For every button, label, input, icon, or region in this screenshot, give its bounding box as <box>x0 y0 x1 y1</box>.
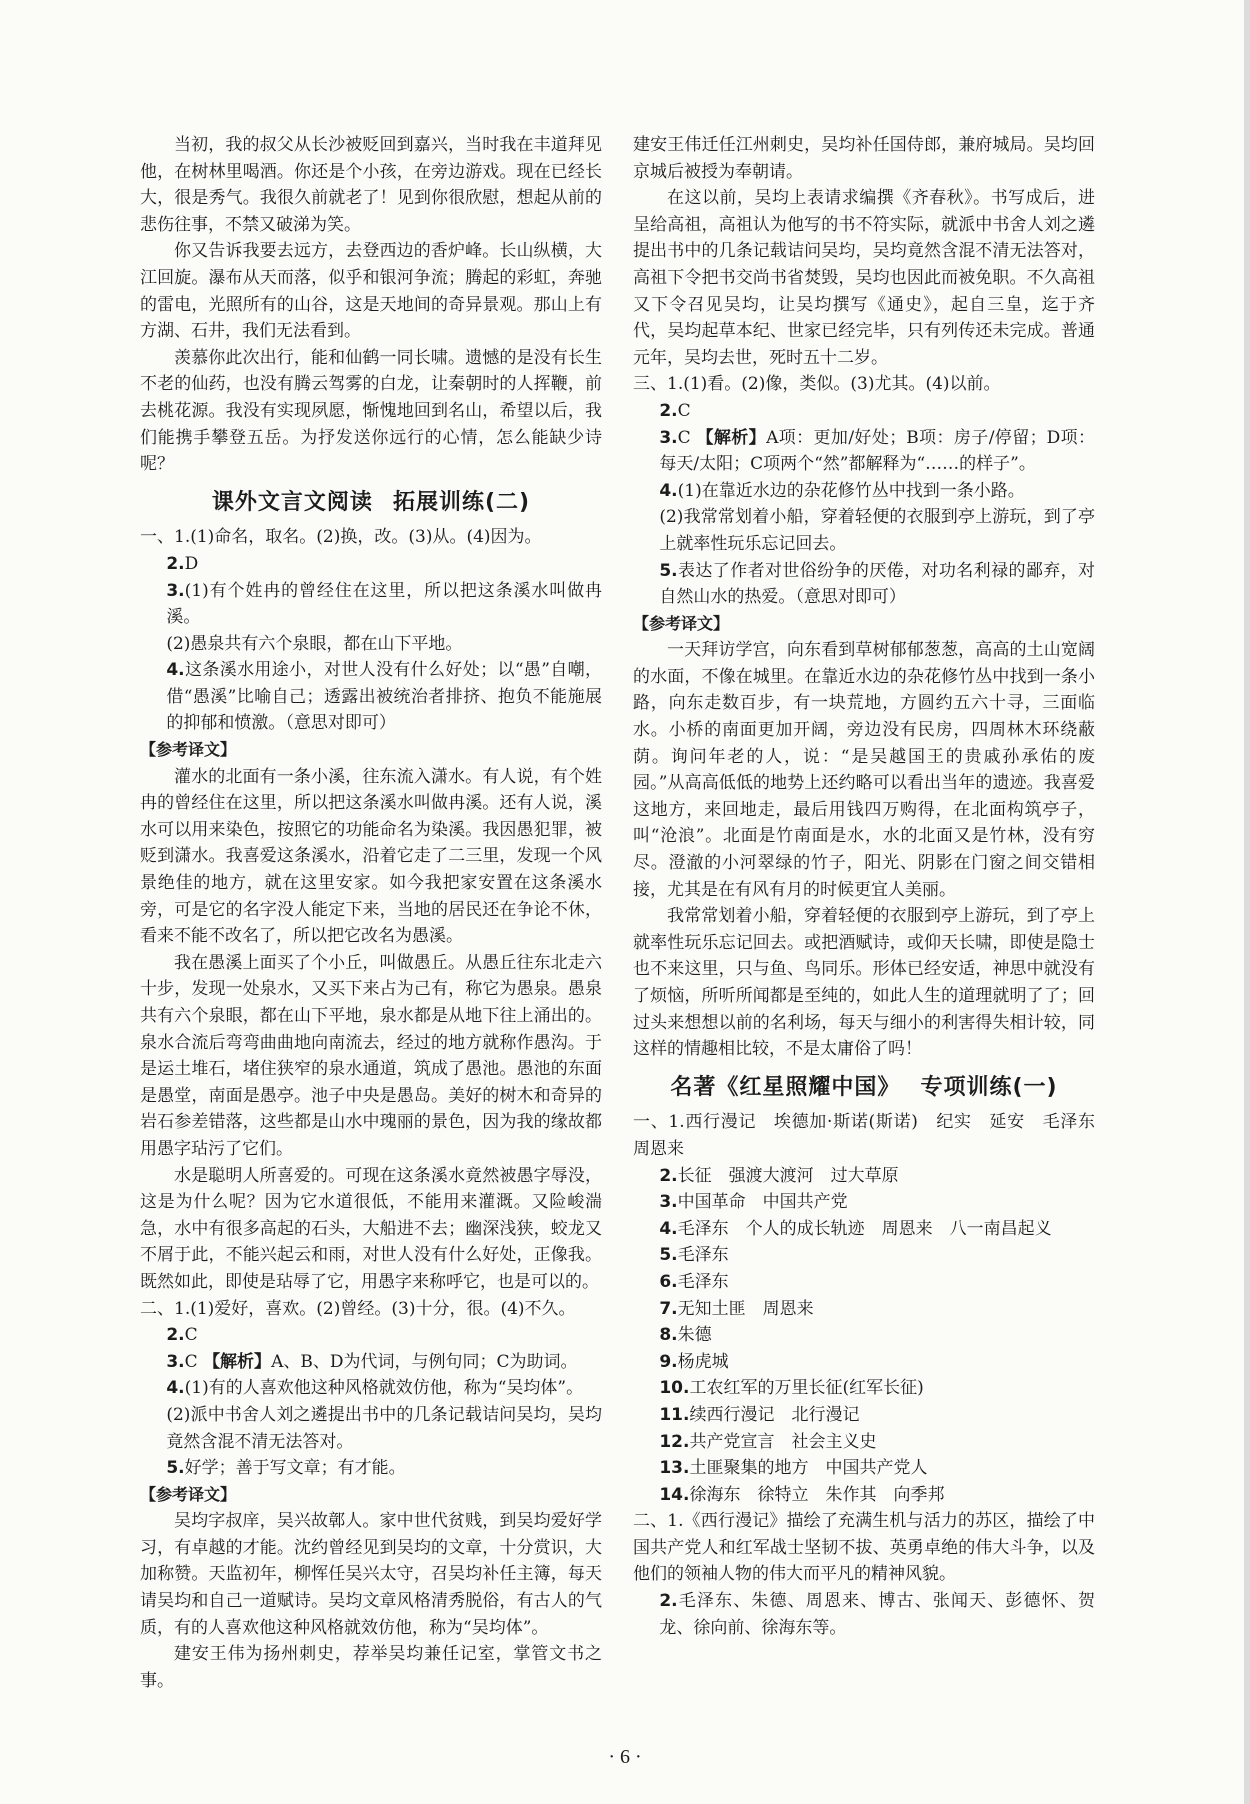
reference-translation-heading: 【参考译文】 <box>633 613 730 633</box>
answer-text: C <box>677 427 691 448</box>
answer-number: 5. <box>659 560 678 581</box>
answer-line <box>633 1375 1095 1402</box>
answer-text: C <box>677 400 691 421</box>
answer-number: 10. <box>659 1378 690 1399</box>
answer-number: 4. <box>659 1218 678 1239</box>
answer-line: 三、1.(1)看。(2)像，类似。(3)尤其。(4)以前。 <box>633 374 1001 395</box>
answer-line <box>633 1588 1095 1641</box>
section-heading-title: 课外文言文阅读 <box>211 489 373 515</box>
answer-number: 6. <box>659 1271 678 1292</box>
answer-line: 二、1.(1)爱好，喜欢。(2)曾经。(3)十分，很。(4)不久。 <box>140 1298 576 1319</box>
answer-text: 无知土匪 周恩来 <box>677 1298 814 1319</box>
answer-number: 3. <box>659 427 678 448</box>
answer-line <box>633 1296 1095 1323</box>
translation-paragraph: 一天拜访学宫，向东看到草树郁郁葱葱，高高的土山宽阔的水面，不像在城里。在靠近水边的杂花修竹丛中找到一条小路，向东走数百步，有一块荒地，方圆约五六十寻，三面临水。小桥的南面更加开阔，旁边没有民房，四周林木环绕蔽荫。询问年老的人，说：“是吴越国王的贵戚孙承佑的废园。”从高高低低的地势上还约略可以看出当年的遗迹。我喜爱这地方，来回地走，最后用钱四万购得，在北面构筑亭子，叫“沧浪”。北面是竹南面是水，水的北面又是竹林，没有穷尽。澄澈的小河翠绿的竹子，阳光、阴影在门窗之间交错相接，尤其是在有风有月的时候更宜人美丽。 <box>633 640 1095 900</box>
answer-text: 朱德 <box>677 1325 712 1346</box>
answer-text: 毛泽东 个人的成长轨迹 周恩来 八一南昌起义 <box>677 1218 1052 1239</box>
answer-number: 5. <box>166 1458 185 1479</box>
answer-text: 毛泽东 <box>677 1245 729 1266</box>
answer-line <box>140 1455 602 1482</box>
answer-text: (1)有个姓冉的曾经住在这里，所以把这条溪水叫做冉溪。 <box>166 580 602 628</box>
answer-line <box>633 425 1095 478</box>
answer-number: 2. <box>659 400 678 421</box>
translation-paragraph: 灌水的北面有一条小溪，往东流入潇水。有人说，有个姓冉的曾经住在这里，所以把这条溪水叫做冉溪。还有人说，溪水可以用来染色，按照它的功能命名为染溪。我因愚犯罪，被贬到潇水。我喜爱这条溪水，沿着它走了二三里，发现一个风景绝佳的地方，就在这里安家。如今我把家安置在这条溪水旁，可是它的名字没人能定下来，当地的居民还在争论不休，看来不能不改名了，所以把它改名为愚溪。 <box>140 766 602 947</box>
answer-text: 徐海东 徐特立 朱作其 向季邦 <box>689 1484 945 1505</box>
translation-paragraph: 我常常划着小船，穿着轻便的衣服到亭上游玩，到了亭上就率性玩乐忘记回去。或把酒赋诗，或仰天长啸，即使是隐士也不来这里，只与鱼、鸟同乐。形体已经安适，神思中就没有了烦恼，所听所闻都是至纯的，如此人生的道理就明了了；回过头来想想以前的名利场，每天与细小的利害得失相计较，同这样的情趣相比较，不是太庸俗了吗！ <box>633 906 1095 1060</box>
answer-text: 中国革命 中国共产党 <box>677 1192 848 1213</box>
answer-line <box>633 1429 1095 1456</box>
answer-number: 2. <box>166 553 185 574</box>
answer-line <box>633 1189 1095 1216</box>
section-heading-title: 名著《红星照耀中国》 <box>670 1074 901 1100</box>
answer-line <box>633 1163 1095 1190</box>
answer-number: 3. <box>166 580 185 601</box>
answer-text: 毛泽东、朱德、周恩来、博古、张闻天、彭德怀、贺龙、徐向前、徐海东等。 <box>659 1591 1095 1638</box>
answer-line <box>140 657 602 737</box>
answer-line <box>140 1349 602 1376</box>
translation-paragraph: 水是聪明人所喜爱的。可现在这条溪水竟然被愚字辱没，这是为什么呢？因为它水道很低，不能用来灌溉。又险峻湍急，水中有很多高起的石头，大船进不去；幽深浅狭，蛟龙又不屑于此，不能兴起云和雨，对世人没有什么好处，正像我。既然如此，即使是玷辱了它，用愚字来称呼它，也是可以的。 <box>140 1165 602 1292</box>
answer-text: A项：更加/好处；B项：房子/停留；D项：每天/太阳；C项两个“然”都解释为“……的样子”。 <box>659 427 1096 475</box>
answer-line <box>633 1322 1095 1349</box>
answer-line <box>140 551 602 578</box>
translation-paragraph: 羡慕你此次出行，能和仙鹤一同长啸。遗憾的是没有长生不老的仙药，也没有腾云驾雾的白龙，让秦朝时的人挥鞭，前去桃花源。我没有实现夙愿，惭愧地回到名山，希望以后，我们能携手攀登五岳。为抒发送你远行的心情，怎么能缺少诗呢？ <box>140 347 602 475</box>
answer-number: 13. <box>659 1458 690 1479</box>
answer-text: 共产党宣言 社会主义史 <box>689 1431 877 1452</box>
answer-line <box>633 1455 1095 1482</box>
answer-text: 续西行漫记 北行漫记 <box>689 1404 860 1425</box>
translation-paragraph: 建安王伟为扬州刺史，荐举吴均兼任记室，掌管文书之事。 <box>140 1644 602 1691</box>
answer-line: 一、1.西行漫记 埃德加·斯诺(斯诺) 纪实 延安 毛泽东 周恩来 <box>633 1112 1112 1159</box>
answer-line <box>633 1482 1095 1509</box>
left-column <box>140 132 602 1694</box>
translation-paragraph: 你又告诉我要去远方，去登西边的香炉峰。长山纵横，大江回旋。瀑布从天而落，似乎和银河争流；腾起的彩虹，奔驰的雷电，光照所有的山谷，这是天地间的奇异景观。那山上有方湖、石井，我们无法看到。 <box>140 241 602 342</box>
answer-text: 毛泽东 <box>677 1271 729 1292</box>
answer-number: 5. <box>659 1245 678 1266</box>
answer-number: 14. <box>659 1484 690 1505</box>
answer-number: 3. <box>659 1192 678 1213</box>
answer-number: 2. <box>659 1591 678 1612</box>
answer-text: A、B、D为代词，与例句同；C为助词。 <box>271 1351 578 1372</box>
answer-number: 4. <box>166 660 185 681</box>
answer-line: (2)我常常划着小船，穿着轻便的衣服到亭上游玩，到了亭上就率性玩乐忘记回去。 <box>659 507 1095 554</box>
analysis-tag: 【解析】 <box>203 1351 272 1372</box>
answer-line <box>140 578 602 631</box>
answer-line: (2)派中书舍人刘之遴提出书中的几条记载诘问吴均，吴均竟然含混不清无法答对。 <box>166 1404 602 1452</box>
answer-line <box>633 1349 1095 1376</box>
answer-number: 9. <box>659 1351 678 1372</box>
answer-line <box>633 1242 1095 1269</box>
answer-line: 一、1.(1)命名，取名。(2)换，改。(3)从。(4)因为。 <box>140 527 542 548</box>
answer-line: 二、1.《西行漫记》描绘了充满生机与活力的苏区，描绘了中国共产党人和红军战士坚韧不拔、英勇卓绝的伟大斗争，以及他们的领袖人物的伟大而平凡的精神风貌。 <box>633 1511 1095 1585</box>
answer-line <box>633 1216 1095 1243</box>
answer-line <box>633 558 1095 611</box>
answer-line <box>633 1269 1095 1296</box>
answer-text: 长征 强渡大渡河 过大草原 <box>677 1165 899 1186</box>
answer-number: 7. <box>659 1298 678 1319</box>
answer-line: (2)愚泉共有六个泉眼，都在山下平地。 <box>166 633 463 654</box>
translation-paragraph: 当初，我的叔父从长沙被贬回到嘉兴，当时我在丰道拜见他，在树林里喝酒。你还是个小孩，在旁边游戏。现在已经长大，很是秀气。我很久前就老了！见到你很欣慰，想起从前的悲伤往事，不禁又破涕为笑。 <box>140 135 602 235</box>
section-heading-subtitle: 拓展训练(二) <box>392 489 531 515</box>
answer-text: (1)有的人喜欢他这种风格就效仿他，称为“吴均体”。 <box>184 1378 584 1399</box>
answer-text: 杨虎城 <box>677 1351 729 1372</box>
translation-paragraph: 建安王伟迁任江州刺史，吴均补任国侍郎，兼府城局。吴均回京城后被授为奉朝请。 <box>633 135 1095 182</box>
answer-number: 2. <box>659 1165 678 1186</box>
translation-paragraph: 吴均字叔庠，吴兴故鄣人。家中世代贫贱，到吴均爱好学习，有卓越的才能。沈约曾经见到吴均的文章，十分赏识，大加称赞。天监初年，柳恽任吴兴太守，召吴均补任主簿，每天请吴均和自己一道赋诗。吴均文章风格清秀脱俗，有古人的气质，有的人喜欢他这种风格就效仿他，称为“吴均体”。 <box>140 1511 602 1638</box>
answer-text: 这条溪水用途小，对世人没有什么好处；以“愚”自嘲，借“愚溪”比喻自己；透露出被统治者排挤、抱负不能施展的抑郁和愤激。（意思对即可） <box>166 660 602 734</box>
section-heading <box>140 490 602 517</box>
answer-number: 2. <box>166 1325 185 1346</box>
answer-number: 11. <box>659 1404 690 1425</box>
answer-number: 3. <box>166 1351 185 1372</box>
reference-translation-heading: 【参考译文】 <box>140 740 237 760</box>
right-column <box>633 132 1112 1641</box>
answer-text: 工农红军的万里长征(红军长征) <box>689 1378 924 1399</box>
answer-line <box>633 1402 1095 1429</box>
answer-text: 表达了作者对世俗纷争的厌倦，对功名利禄的鄙弃，对自然山水的热爱。（意思对即可） <box>659 560 1095 608</box>
answer-number: 8. <box>659 1325 678 1346</box>
section-heading-subtitle: 专项训练(一) <box>920 1074 1058 1100</box>
section-heading <box>633 1075 1095 1102</box>
answer-text: (1)在靠近水边的杂花修竹丛中找到一条小路。 <box>677 480 1025 501</box>
answer-text: C <box>184 1325 198 1346</box>
answer-text: C <box>184 1351 198 1372</box>
answer-text: D <box>184 553 199 574</box>
translation-paragraph: 我在愚溪上面买了个小丘，叫做愚丘。从愚丘往东北走六十步，发现一处泉水，又买下来占为己有，称它为愚泉。愚泉共有六个泉眼，都在山下平地，泉水都是从地下往上涌出的。泉水合流后弯弯曲曲地向南流去，经过的地方就称作愚沟。于是运土堆石，堵住狭窄的泉水通道，筑成了愚池。愚池的东面是愚堂，南面是愚亭。池子中央是愚岛。美好的树木和奇异的岩石参差错落，这些都是山水中瑰丽的景色，因为我的缘故都用愚字玷污了它们。 <box>140 952 602 1159</box>
answer-number: 4. <box>659 480 678 501</box>
answer-line <box>633 398 1095 425</box>
answer-number: 4. <box>166 1378 185 1399</box>
page-edge-divider <box>1244 0 1250 1804</box>
reference-translation-heading: 【参考译文】 <box>140 1484 237 1504</box>
answer-line <box>140 1375 602 1402</box>
answer-text: 好学；善于写文章；有才能。 <box>184 1458 406 1479</box>
page-number: · 6 · <box>608 1746 642 1768</box>
answer-line <box>140 1322 602 1349</box>
answer-number: 12. <box>659 1431 690 1452</box>
answer-text: 土匪聚集的地方 中国共产党人 <box>689 1458 928 1479</box>
answer-line <box>633 478 1095 505</box>
analysis-tag: 【解析】 <box>696 427 767 448</box>
translation-paragraph: 在这以前，吴均上表请求编撰《齐春秋》。书写成后，进呈给高祖，高祖认为他写的书不符实际，就派中书舍人刘之遴提出书中的几条记载诘问吴均，吴均竟然含混不清无法答对，高祖下令把书交尚书省焚毁，吴均也因此而被免职。不久高祖又下令召见吴均，让吴均撰写《通史》，起自三皇，迄于齐代，吴均起草本纪、世家已经完毕，只有列传还未完成。普通元年，吴均去世，死时五十二岁。 <box>633 188 1095 368</box>
